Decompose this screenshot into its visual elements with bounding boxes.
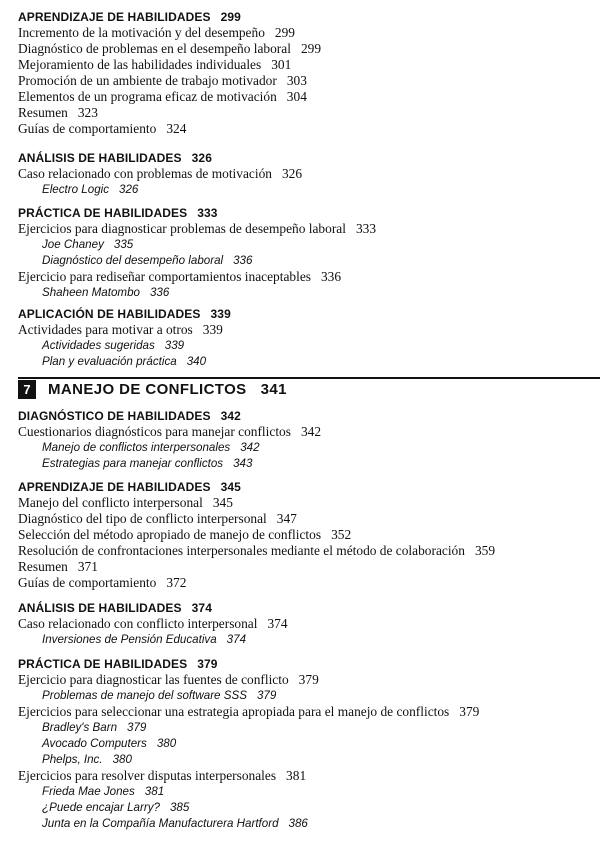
page-number: 323 — [77, 105, 98, 120]
page-number: 379 — [197, 657, 218, 671]
page-number: 381 — [286, 768, 307, 783]
page-number: 371 — [77, 559, 98, 574]
page-number: 374 — [267, 616, 288, 631]
toc-entry: Diagnóstico de problemas en el desempeño laboral 299 — [18, 41, 322, 56]
toc-entry: Selección del método apropiado de manejo de conflictos 352 — [18, 527, 352, 542]
page-number: 339 — [164, 339, 185, 352]
page-number: 336 — [320, 269, 342, 284]
chapter-page-number: 341 — [260, 381, 287, 398]
toc-subentry: Avocado Computers 380 — [42, 737, 177, 750]
page-number: 343 — [233, 457, 253, 470]
toc-subentry: Actividades sugeridas 339 — [42, 339, 185, 352]
page-number: 301 — [271, 57, 292, 72]
section-heading: ANÁLISIS DE HABILIDADES 374 — [18, 601, 212, 615]
toc-subentry: Bradley's Barn 379 — [42, 721, 147, 734]
toc-entry: Caso relacionado con conflicto interpersonal 374 — [18, 616, 288, 631]
section-heading: APRENDIZAJE DE HABILIDADES 299 — [18, 10, 241, 24]
toc-section — [18, 479, 593, 591]
toc-subentry: Junta en la Compañía Manufacturera Hartford 386 — [42, 817, 308, 830]
page-number: 339 — [210, 307, 231, 321]
toc-subentry: Manejo de conflictos interpersonales 342 — [42, 441, 260, 454]
page-number: 333 — [355, 221, 377, 236]
toc-entry: Resolución de confrontaciones interpersonales mediante el método de colaboración 359 — [18, 543, 496, 558]
toc-section — [18, 408, 593, 472]
section-heading: APLICACIÓN DE HABILIDADES 339 — [18, 307, 231, 321]
toc-subentry: Frieda Mae Jones 381 — [42, 785, 165, 798]
toc-entry: Resumen 323 — [18, 105, 98, 120]
section-heading: APRENDIZAJE DE HABILIDADES 345 — [18, 480, 241, 494]
toc-subentry: Shaheen Matombo 336 — [42, 286, 170, 299]
toc-entry: Mejoramiento de las habilidades individuales 301 — [18, 57, 292, 72]
toc-subentry: Joe Chaney 335 — [42, 238, 134, 251]
page-number: 299 — [220, 10, 241, 24]
page-number: 381 — [144, 785, 165, 798]
toc-entry: Ejercicios para resolver disputas interpersonales 381 — [18, 768, 307, 783]
toc-entry: Promoción de un ambiente de trabajo motivador 303 — [18, 73, 307, 88]
toc-entry: Incremento de la motivación y del desempeño 299 — [18, 25, 295, 40]
page-number: 342 — [220, 409, 241, 423]
toc-entry: Ejercicios para diagnosticar problemas de desempeño laboral 333 — [18, 221, 377, 236]
toc-section — [18, 205, 593, 301]
section-heading: DIAGNÓSTICO DE HABILIDADES 342 — [18, 409, 241, 423]
toc-subentry: Phelps, Inc. 380 — [42, 753, 132, 766]
page-number: 304 — [286, 89, 307, 104]
toc-subentry: ¿Puede encajar Larry? 385 — [42, 801, 190, 814]
page-number: 336 — [233, 254, 253, 267]
toc-entry: Ejercicio para rediseñar comportamientos inaceptables 336 — [18, 269, 342, 284]
page-number: 380 — [156, 737, 177, 750]
page-number: 336 — [149, 286, 170, 299]
page-number: 326 — [281, 166, 303, 181]
chapter-rule — [18, 377, 600, 379]
toc-entry: Ejercicios para seleccionar una estrategia apropiada para el manejo de conflictos 379 — [18, 704, 480, 719]
page-number: 324 — [166, 121, 187, 136]
chapter-title: MANEJO DE CONFLICTOS 341 — [48, 381, 287, 398]
section-heading: PRÁCTICA DE HABILIDADES 333 — [18, 206, 218, 220]
toc-entry: Ejercicio para diagnosticar las fuentes de conflicto 379 — [18, 672, 319, 687]
toc-entry: Guías de comportamiento 372 — [18, 575, 187, 590]
page-number: 379 — [459, 704, 480, 719]
page-number: 340 — [186, 355, 207, 368]
toc-entry: Caso relacionado con problemas de motivación 326 — [18, 166, 303, 181]
page-number: 326 — [191, 151, 212, 165]
page-number: 386 — [288, 817, 308, 830]
toc-subentry: Electro Logic 326 — [42, 183, 139, 196]
section-heading: PRÁCTICA DE HABILIDADES 379 — [18, 657, 218, 671]
toc-entry: Resumen 371 — [18, 559, 98, 574]
toc-entry: Diagnóstico del tipo de conflicto interpersonal 347 — [18, 511, 297, 526]
chapter-header — [18, 375, 598, 399]
page-number: 379 — [127, 721, 147, 734]
page-number: 299 — [300, 41, 322, 56]
page-number: 352 — [331, 527, 352, 542]
toc-entry: Cuestionarios diagnósticos para manejar conflictos 342 — [18, 424, 322, 439]
page-number: 374 — [226, 633, 247, 646]
page-number: 335 — [113, 238, 134, 251]
page-number: 347 — [276, 511, 297, 526]
page-number: 333 — [197, 206, 218, 220]
toc-entry: Elementos de un programa eficaz de motivación 304 — [18, 89, 307, 104]
toc-section — [18, 306, 593, 370]
toc-section — [18, 9, 593, 137]
toc-section — [18, 656, 593, 832]
page-number: 326 — [119, 183, 139, 196]
page-number: 345 — [220, 480, 241, 494]
toc-entry: Guías de comportamiento 324 — [18, 121, 187, 136]
toc-subentry: Problemas de manejo del software SSS 379 — [42, 689, 277, 702]
page-number: 342 — [300, 424, 322, 439]
toc-entry: Actividades para motivar a otros 339 — [18, 322, 223, 337]
page-number: 379 — [256, 689, 277, 702]
page-number: 380 — [112, 753, 132, 766]
toc-subentry: Plan y evaluación práctica 340 — [42, 355, 207, 368]
page-number: 342 — [240, 441, 260, 454]
page-number: 379 — [298, 672, 319, 687]
toc-subentry: Estrategias para manejar conflictos 343 — [42, 457, 253, 470]
page-number: 374 — [191, 601, 212, 615]
toc-subentry: Diagnóstico del desempeño laboral 336 — [42, 254, 253, 267]
page-number: 359 — [474, 543, 496, 558]
toc-entry: Manejo del conflicto interpersonal 345 — [18, 495, 233, 510]
page-number: 303 — [286, 73, 307, 88]
toc-subentry: Inversiones de Pensión Educativa 374 — [42, 633, 247, 646]
page-number: 299 — [274, 25, 295, 40]
toc-section — [18, 150, 593, 198]
page-number: 385 — [169, 801, 190, 814]
chapter-number-box: 7 — [18, 380, 36, 399]
toc-section — [18, 600, 593, 648]
page-number: 339 — [202, 322, 223, 337]
page-number: 345 — [212, 495, 233, 510]
section-heading: ANÁLISIS DE HABILIDADES 326 — [18, 151, 212, 165]
page-number: 372 — [166, 575, 187, 590]
